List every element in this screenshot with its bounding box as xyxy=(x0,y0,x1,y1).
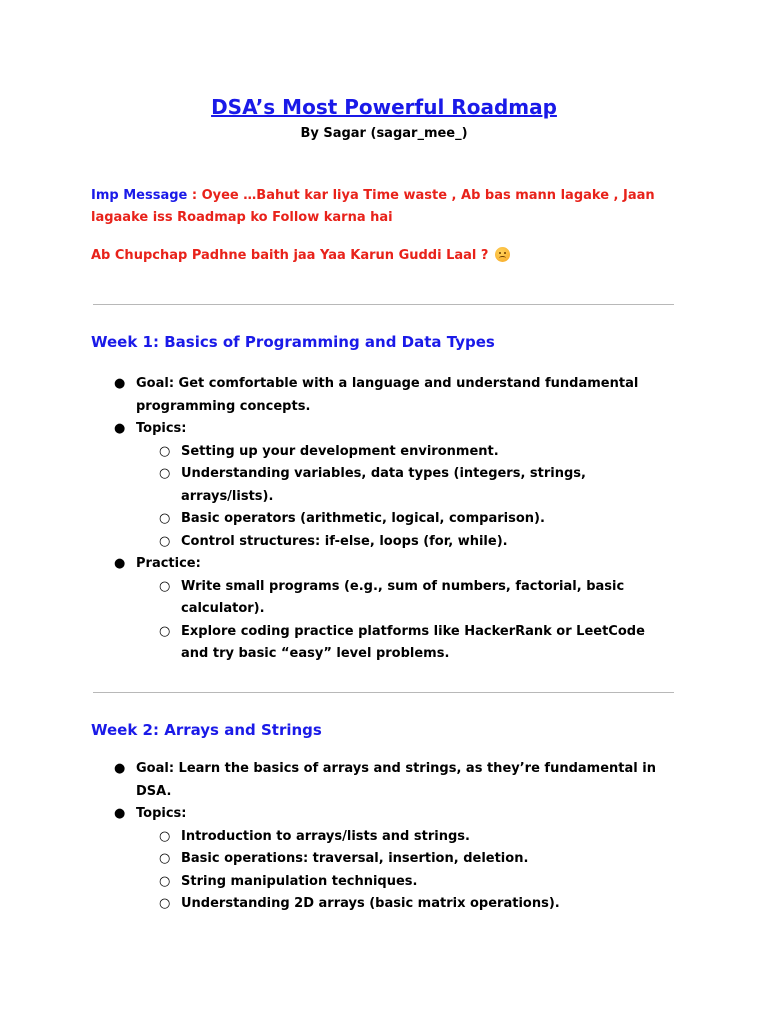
hollow-bullet-icon: ○ xyxy=(159,511,171,526)
hollow-bullet-icon: ○ xyxy=(159,443,171,459)
week2-topics-label: Topics: xyxy=(136,806,187,821)
topic-text: String manipulation techniques. xyxy=(181,873,418,889)
topic-text: Understanding 2D arrays (basic matrix operations). xyxy=(181,896,560,911)
practice-text: Write small programs (e.g., sum of numbers, factorial, basic calculator). xyxy=(181,578,625,616)
hollow-bullet-icon: ○ xyxy=(159,578,171,594)
section-divider xyxy=(93,304,674,305)
list-item xyxy=(136,871,691,894)
list-item xyxy=(136,826,691,849)
list-item xyxy=(136,621,691,666)
angry-face-icon xyxy=(495,247,510,262)
imp-message-label: Imp Message xyxy=(91,188,188,203)
topic-text: Basic operators (arithmetic, logical, comparison). xyxy=(181,511,545,526)
week2-heading: Week 2: Arrays and Strings xyxy=(91,721,322,739)
hollow-bullet-icon: ○ xyxy=(159,873,171,889)
week1-topics-list xyxy=(136,441,691,554)
hollow-bullet-icon: ○ xyxy=(159,896,171,911)
week2-content xyxy=(91,758,691,916)
warning-note xyxy=(91,245,691,267)
week1-heading: Week 1: Basics of Programming and Data Types xyxy=(91,333,495,351)
list-item xyxy=(136,441,691,464)
list-item xyxy=(136,508,691,531)
list-item xyxy=(91,553,691,666)
list-item xyxy=(136,893,691,916)
week1-list xyxy=(91,373,691,666)
hollow-bullet-icon: ○ xyxy=(159,533,171,549)
topic-text: Control structures: if-else, loops (for, while). xyxy=(181,533,508,549)
hollow-bullet-icon: ○ xyxy=(159,466,171,481)
list-item xyxy=(136,576,691,621)
imp-message xyxy=(91,185,671,229)
list-item xyxy=(91,758,691,803)
hollow-bullet-icon: ○ xyxy=(159,828,171,844)
week1-goal: Goal: Get comfortable with a language and understand fundamental programming concepts. xyxy=(136,376,639,414)
hollow-bullet-icon: ○ xyxy=(159,623,171,639)
hollow-bullet-icon: ○ xyxy=(159,851,171,866)
topic-text: Introduction to arrays/lists and strings. xyxy=(181,828,470,844)
week1-practice-label: Practice: xyxy=(136,556,201,571)
warning-note-text: Ab Chupchap Padhne baith jaa Yaa Karun Guddi Laal ? xyxy=(91,248,489,263)
bullet-icon: ● xyxy=(114,556,126,571)
bullet-icon: ● xyxy=(114,376,126,391)
list-item xyxy=(136,848,691,871)
bullet-icon: ● xyxy=(114,761,126,776)
week2-topics-list xyxy=(136,826,691,916)
bullet-icon: ● xyxy=(114,806,126,821)
list-item xyxy=(136,531,691,554)
topic-text: Setting up your development environment. xyxy=(181,443,499,459)
week1-content xyxy=(91,373,691,666)
author-byline: By Sagar (sagar_mee_) xyxy=(300,126,468,141)
list-item xyxy=(136,463,691,508)
list-item xyxy=(91,373,691,418)
section-divider xyxy=(93,692,674,693)
week1-topics-label: Topics: xyxy=(136,421,187,436)
bullet-icon: ● xyxy=(114,421,126,436)
page-title: DSA’s Most Powerful Roadmap xyxy=(211,95,557,119)
week1-practice-list xyxy=(136,576,691,666)
practice-text: Explore coding practice platforms like HackerRank or LeetCode and try basic “easy” level problems. xyxy=(181,623,645,661)
topic-text: Basic operations: traversal, insertion, deletion. xyxy=(181,851,529,866)
list-item xyxy=(91,803,691,916)
week2-list xyxy=(91,758,691,916)
week2-goal: Goal: Learn the basics of arrays and strings, as they’re fundamental in DSA. xyxy=(136,761,656,799)
list-item xyxy=(91,418,691,553)
imp-message-text: : Oyee …Bahut kar liya Time waste , Ab bas mann lagake , Jaan lagaake iss Roadmap ko Follow karna hai xyxy=(91,188,655,225)
topic-text: Understanding variables, data types (integers, strings, arrays/lists). xyxy=(181,466,586,504)
